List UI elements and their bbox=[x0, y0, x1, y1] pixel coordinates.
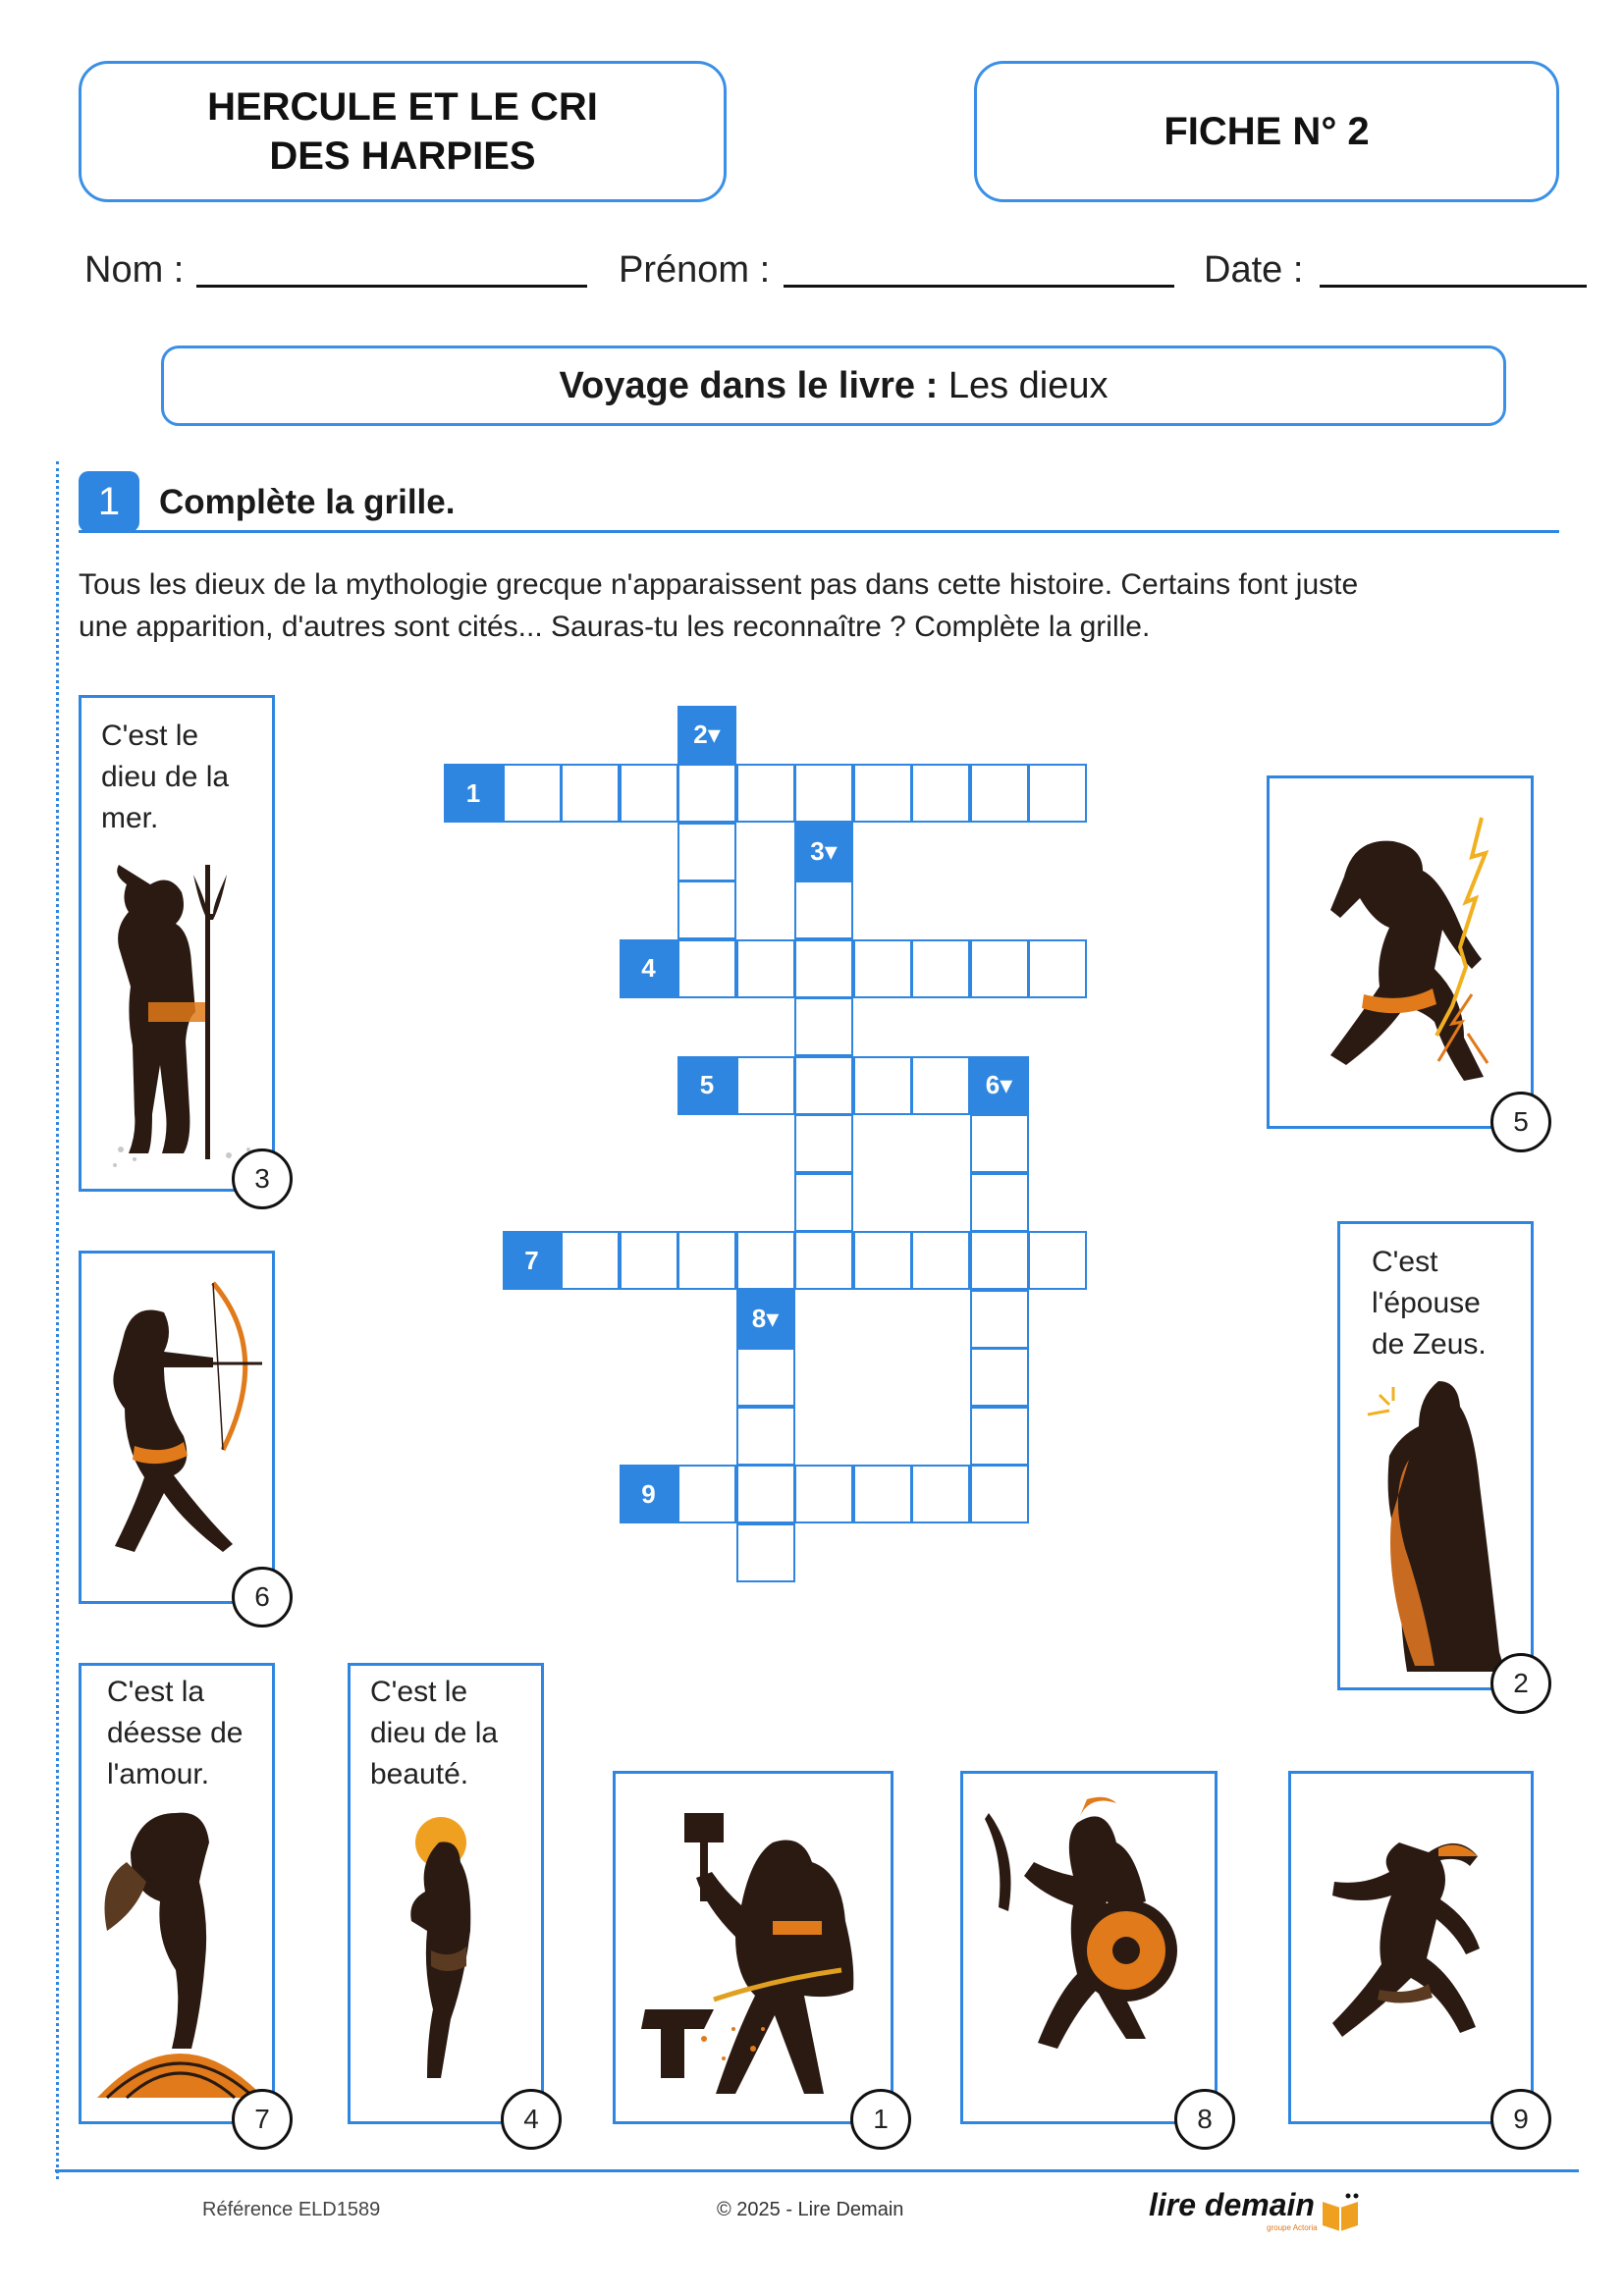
crossword-cell[interactable] bbox=[503, 764, 562, 823]
crossword-clue-2: 2▾ bbox=[677, 706, 736, 765]
crossword-cell[interactable] bbox=[736, 1523, 795, 1582]
exercise-number: 1 bbox=[97, 479, 121, 523]
crossword-cell[interactable] bbox=[561, 1231, 620, 1290]
crossword-cell[interactable] bbox=[911, 1231, 970, 1290]
badge-1: 1 bbox=[850, 2089, 911, 2150]
crossword-cell[interactable] bbox=[853, 939, 912, 998]
margin-dotted-line bbox=[56, 461, 59, 2179]
archer-goddess-icon bbox=[85, 1273, 272, 1597]
card-text-line: mer. bbox=[101, 802, 159, 834]
crossword-clue-6: 6▾ bbox=[970, 1056, 1029, 1115]
crossword-cell[interactable] bbox=[736, 1407, 795, 1466]
crossword-cell[interactable] bbox=[794, 764, 853, 823]
card-text-line: beauté. bbox=[370, 1758, 469, 1790]
crossword-cell[interactable] bbox=[970, 1173, 1029, 1232]
crossword-cell[interactable] bbox=[677, 939, 736, 998]
crossword-cell[interactable] bbox=[853, 1056, 912, 1115]
book-icon bbox=[1319, 2192, 1362, 2231]
card-text-line: déesse de bbox=[107, 1717, 244, 1749]
messenger-god-icon bbox=[1301, 1833, 1527, 2088]
prenom-label: Prénom : bbox=[619, 249, 771, 291]
banner-normal: Les dieux bbox=[947, 364, 1109, 406]
crossword-cell[interactable] bbox=[970, 1290, 1029, 1349]
crossword-cell[interactable] bbox=[677, 881, 736, 939]
card-hera bbox=[1337, 1221, 1534, 1690]
sun-god-icon bbox=[380, 1813, 517, 2108]
crossword-cell[interactable] bbox=[970, 1114, 1029, 1173]
footer-reference: Référence ELD1589 bbox=[202, 2199, 381, 2220]
crossword-cell[interactable] bbox=[970, 939, 1029, 998]
banner-bold: Voyage dans le livre : bbox=[559, 364, 939, 406]
crossword-cell[interactable] bbox=[794, 1173, 853, 1232]
card-text-line: C'est le bbox=[370, 1676, 468, 1708]
card-sea-god bbox=[79, 695, 275, 1192]
crossword-cell[interactable] bbox=[794, 939, 853, 998]
veiled-goddess-icon bbox=[1350, 1371, 1527, 1685]
badge-4: 4 bbox=[501, 2089, 562, 2150]
exercise-intro bbox=[79, 563, 1358, 648]
card-messenger-god bbox=[1288, 1771, 1534, 2124]
card-warrior-god bbox=[960, 1771, 1218, 2124]
card-text-line: l'amour. bbox=[107, 1758, 210, 1790]
badge-6: 6 bbox=[232, 1567, 293, 1628]
logo-text: lire demain bbox=[1149, 2187, 1315, 2222]
crossword-cell[interactable] bbox=[677, 1465, 736, 1523]
badge-7: 7 bbox=[232, 2089, 293, 2150]
intro-line-1: Tous les dieux de la mythologie grecque n'apparaissent pas dans cette histoire. Certains font juste bbox=[79, 568, 1359, 601]
crossword-cell[interactable] bbox=[853, 1231, 912, 1290]
card-text-line: dieu de la bbox=[101, 761, 230, 793]
intro-line-2: une apparition, d'autres sont cités... Sauras-tu les reconnaître ? Complète la grille. bbox=[79, 611, 1151, 643]
title-box bbox=[79, 61, 727, 202]
warrior-god-icon bbox=[969, 1793, 1215, 2108]
fiche-box bbox=[974, 61, 1559, 202]
crossword-cell[interactable] bbox=[794, 1056, 853, 1115]
nom-line[interactable] bbox=[196, 285, 587, 288]
crossword-cell[interactable] bbox=[970, 1348, 1029, 1407]
card-blacksmith-god bbox=[613, 1771, 893, 2124]
footer-copyright: © 2025 - Lire Demain bbox=[717, 2199, 904, 2220]
crossword-cell[interactable] bbox=[911, 1465, 970, 1523]
crossword-cell[interactable] bbox=[794, 1231, 853, 1290]
exercise-number-badge bbox=[79, 471, 139, 532]
card-text-line: C'est bbox=[1372, 1246, 1438, 1278]
crossword-clue-8: 8▾ bbox=[736, 1290, 795, 1349]
crossword-clue-1: 1 bbox=[444, 764, 503, 823]
blacksmith-god-icon bbox=[625, 1803, 887, 2108]
badge-3: 3 bbox=[232, 1148, 293, 1209]
crossword-cell[interactable] bbox=[853, 764, 912, 823]
crossword-cell[interactable] bbox=[736, 764, 795, 823]
section-banner bbox=[161, 346, 1506, 426]
crossword-cell[interactable] bbox=[677, 823, 736, 881]
crossword-cell[interactable] bbox=[736, 1056, 795, 1115]
crossword-cell[interactable] bbox=[677, 1231, 736, 1290]
card-love-goddess bbox=[79, 1663, 275, 2124]
crossword-cell[interactable] bbox=[970, 1407, 1029, 1466]
card-text-line: de Zeus. bbox=[1372, 1328, 1487, 1361]
crossword-cell[interactable] bbox=[794, 997, 853, 1056]
crossword-cell[interactable] bbox=[911, 939, 970, 998]
crossword-cell[interactable] bbox=[794, 1465, 853, 1523]
crossword-cell[interactable] bbox=[911, 764, 970, 823]
fiche-number: FICHE N° 2 bbox=[1164, 110, 1370, 153]
logo-subtitle: groupe Actoria bbox=[1267, 2222, 1318, 2232]
title-line-2: DES HARPIES bbox=[269, 134, 536, 178]
crossword-clue-3: 3▾ bbox=[794, 823, 853, 881]
crossword-cell[interactable] bbox=[970, 1465, 1029, 1523]
badge-8: 8 bbox=[1174, 2089, 1235, 2150]
footer-logo bbox=[1149, 2187, 1362, 2232]
crossword-cell[interactable] bbox=[853, 1465, 912, 1523]
crossword-cell[interactable] bbox=[736, 939, 795, 998]
crossword-cell[interactable] bbox=[1028, 939, 1087, 998]
trident-god-icon bbox=[91, 865, 268, 1179]
crossword-clue-4: 4 bbox=[620, 939, 678, 998]
crossword-cell[interactable] bbox=[970, 764, 1029, 823]
crossword-cell[interactable] bbox=[677, 764, 736, 823]
lightning-god-icon bbox=[1275, 798, 1527, 1112]
crossword-cell[interactable] bbox=[561, 764, 620, 823]
exercise-underline bbox=[79, 530, 1559, 533]
footer-divider bbox=[55, 2169, 1579, 2172]
badge-2: 2 bbox=[1490, 1653, 1551, 1714]
crossword-clue-5: 5 bbox=[677, 1056, 736, 1115]
card-text-line: dieu de la bbox=[370, 1717, 499, 1749]
crossword-cell[interactable] bbox=[794, 881, 853, 939]
crossword-cell[interactable] bbox=[1028, 764, 1087, 823]
card-text-line: C'est le bbox=[101, 720, 199, 752]
crossword-cell[interactable] bbox=[736, 1348, 795, 1407]
crossword-cell[interactable] bbox=[911, 1056, 970, 1115]
crossword-clue-9: 9 bbox=[620, 1465, 678, 1523]
card-archer-goddess bbox=[79, 1251, 275, 1604]
crossword-cell[interactable] bbox=[736, 1465, 795, 1523]
prenom-line[interactable] bbox=[784, 285, 1174, 288]
date-line[interactable] bbox=[1320, 285, 1587, 288]
exercise-title: Complète la grille. bbox=[159, 483, 456, 521]
crossword-cell[interactable] bbox=[736, 1231, 795, 1290]
date-label: Date : bbox=[1204, 249, 1304, 291]
shell-goddess-icon bbox=[87, 1803, 272, 2117]
crossword-clue-7: 7 bbox=[503, 1231, 562, 1290]
crossword-cell[interactable] bbox=[970, 1231, 1029, 1290]
crossword-cell[interactable] bbox=[1028, 1231, 1087, 1290]
crossword-cell[interactable] bbox=[794, 1114, 853, 1173]
title-line-1: HERCULE ET LE CRI bbox=[207, 85, 598, 129]
crossword-cell[interactable] bbox=[620, 1231, 678, 1290]
nom-label: Nom : bbox=[84, 249, 185, 291]
badge-9: 9 bbox=[1490, 2089, 1551, 2150]
card-beauty-god bbox=[348, 1663, 544, 2124]
card-text-line: C'est la bbox=[107, 1676, 205, 1708]
card-text-line: l'épouse bbox=[1372, 1287, 1481, 1319]
badge-5: 5 bbox=[1490, 1092, 1551, 1152]
card-lightning-god bbox=[1267, 775, 1534, 1129]
crossword-cell[interactable] bbox=[620, 764, 678, 823]
